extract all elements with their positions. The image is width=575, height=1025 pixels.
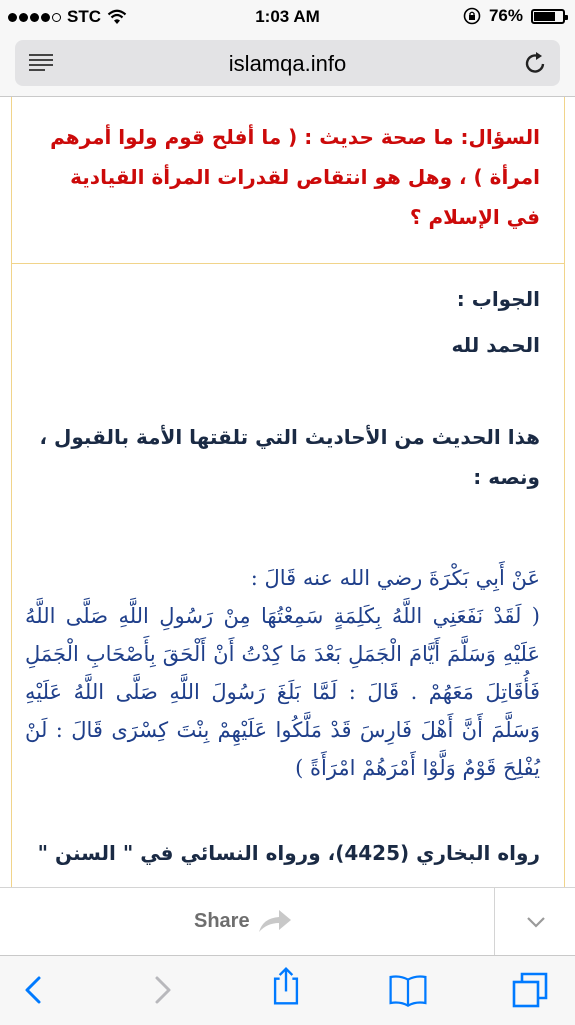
orientation-lock-icon [463,7,481,25]
back-chevron-icon[interactable] [14,970,54,1010]
address-bar[interactable] [15,40,560,86]
tabs-icon[interactable] [510,970,550,1010]
forward-chevron-icon[interactable] [142,970,182,1010]
share-bar [0,887,575,956]
web-content[interactable] [0,97,575,887]
share-box-icon[interactable] [266,966,306,1006]
url-text[interactable]: islamqa.info [228,51,347,76]
carrier-name: STC [67,7,101,26]
browser-nav-area [0,34,575,97]
browser-toolbar [0,955,575,1025]
article-frame [11,97,565,887]
status-bar [0,0,575,34]
intro-text: هذا الحديث من الأحاديث التي تلقتها الأمة بالقبول ، ونصه : [39,425,540,489]
battery-icon [531,9,565,24]
battery-percent: 76% [488,6,523,25]
battery-fill [534,12,555,21]
hadith-chain: عَنْ أَبِي بَكْرَةَ رضي الله عنه قَالَ : [250,566,540,590]
praise-text: الحمد لله [451,333,540,357]
reload-icon[interactable] [522,50,548,76]
share-bar-divider [494,888,495,956]
question-text: السؤال: ما صحة حديث : ( ما أفلح قوم ولوا أمرهم امرأة ) ، وهل هو انتقاص لقدرات المرأة القيادية في الإسلام ؟ [50,125,540,229]
share-button[interactable]: Share [194,910,250,932]
share-arrow-icon[interactable] [257,906,293,936]
status-right [463,6,565,26]
answer-heading: الجواب : [456,287,540,311]
question-box [12,97,564,264]
status-time: 1:03 AM [255,7,320,26]
source-text: رواه البخاري (4425)، ورواه النسائي في " السنن " [37,841,540,865]
open-book-icon[interactable] [388,970,428,1010]
chevron-down-icon[interactable] [524,910,548,934]
hadith-text: ( لَقَدْ نَفَعَنِي اللَّهُ بِكَلِمَةٍ سَمِعْتُهَا مِنْ رَسُولِ اللَّهِ صَلَّى اللَّهُ عَلَيْهِ وَسَلَّمَ أَيَّامَ الْجَمَلِ بَعْدَ مَا كِدْتُ أَنْ أَلْحَقَ بِأَصْحَابِ الْجَمَلِ فَأُقَاتِلَ مَعَهُمْ . قَالَ : لَمَّا بَلَغَ رَسُولَ اللَّهِ صَلَّى اللَّهُ عَلَيْهِ وَسَلَّمَ أَنَّ أَهْلَ فَارِسَ قَدْ مَلَّكُوا عَلَيْهِمْ بِنْتَ كِسْرَى قَالَ : لَنْ يُفْلِحَ قَوْمٌ وَلَّوْا أَمْرَهُمْ امْرَأَةً ) [25,604,540,780]
